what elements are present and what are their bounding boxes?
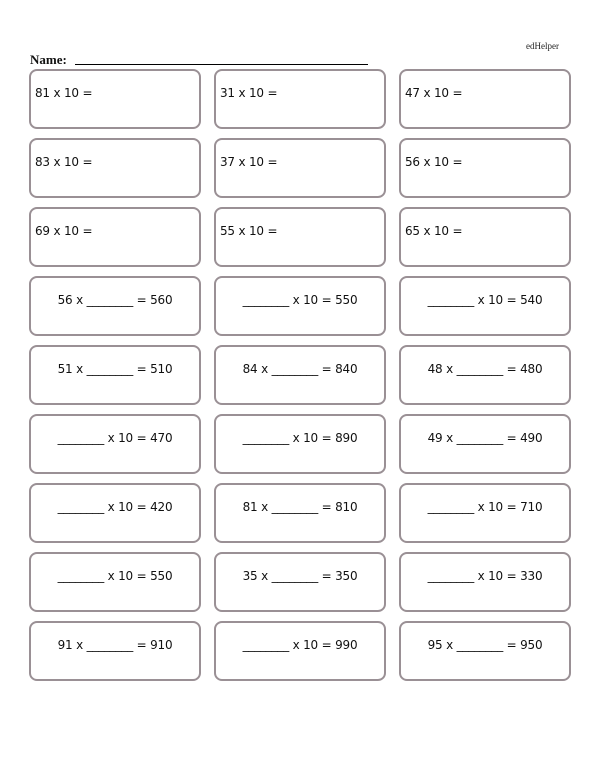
problem-card[interactable]	[399, 345, 571, 405]
problem-text: ________ x 10 = 470	[57, 431, 173, 445]
problem-card[interactable]	[214, 345, 386, 405]
problem-text: 47 x 10 =	[405, 86, 463, 100]
problem-text: 35 x ________ = 350	[242, 569, 358, 583]
problem-text: ________ x 10 = 330	[427, 569, 543, 583]
problem-card[interactable]	[29, 621, 201, 681]
problem-text: 51 x ________ = 510	[57, 362, 173, 376]
problem-card[interactable]	[29, 345, 201, 405]
problem-card[interactable]	[399, 621, 571, 681]
name-row	[30, 52, 375, 68]
problem-card[interactable]	[29, 138, 201, 198]
problem-text: ________ x 10 = 890	[242, 431, 358, 445]
problem-card[interactable]	[214, 138, 386, 198]
problem-text: 69 x 10 =	[35, 224, 93, 238]
problem-card[interactable]	[399, 207, 571, 267]
problem-text: 84 x ________ = 840	[242, 362, 358, 376]
problem-card[interactable]	[214, 483, 386, 543]
problem-card[interactable]	[214, 414, 386, 474]
name-write-line[interactable]	[75, 64, 368, 65]
problem-text: 37 x 10 =	[220, 155, 278, 169]
problem-card[interactable]	[399, 276, 571, 336]
problem-text: 91 x ________ = 910	[57, 638, 173, 652]
problem-text: 56 x ________ = 560	[57, 293, 173, 307]
problem-grid	[29, 69, 572, 681]
problem-text: ________ x 10 = 710	[427, 500, 543, 514]
problem-text: 55 x 10 =	[220, 224, 278, 238]
problem-card[interactable]	[399, 69, 571, 129]
problem-card[interactable]	[399, 483, 571, 543]
problem-text: 81 x 10 =	[35, 86, 93, 100]
problem-card[interactable]	[399, 414, 571, 474]
problem-card[interactable]	[29, 276, 201, 336]
problem-card[interactable]	[214, 207, 386, 267]
problem-card[interactable]	[214, 552, 386, 612]
problem-card[interactable]	[29, 207, 201, 267]
problem-card[interactable]	[399, 552, 571, 612]
problem-text: ________ x 10 = 550	[57, 569, 173, 583]
problem-text: 31 x 10 =	[220, 86, 278, 100]
problem-text: 48 x ________ = 480	[427, 362, 543, 376]
problem-text: ________ x 10 = 990	[242, 638, 358, 652]
problem-text: 56 x 10 =	[405, 155, 463, 169]
problem-text: ________ x 10 = 550	[242, 293, 358, 307]
problem-text: 81 x ________ = 810	[242, 500, 358, 514]
problem-text: ________ x 10 = 420	[57, 500, 173, 514]
name-label: Name:	[30, 52, 67, 67]
problem-card[interactable]	[29, 414, 201, 474]
problem-card[interactable]	[214, 276, 386, 336]
problem-text: 83 x 10 =	[35, 155, 93, 169]
problem-card[interactable]	[29, 483, 201, 543]
brand-label: edHelper	[526, 41, 559, 51]
problem-card[interactable]	[214, 621, 386, 681]
problem-card[interactable]	[399, 138, 571, 198]
problem-text: 65 x 10 =	[405, 224, 463, 238]
problem-card[interactable]	[214, 69, 386, 129]
problem-text: ________ x 10 = 540	[427, 293, 543, 307]
problem-card[interactable]	[29, 552, 201, 612]
problem-text: 95 x ________ = 950	[427, 638, 543, 652]
problem-card[interactable]	[29, 69, 201, 129]
problem-text: 49 x ________ = 490	[427, 431, 543, 445]
